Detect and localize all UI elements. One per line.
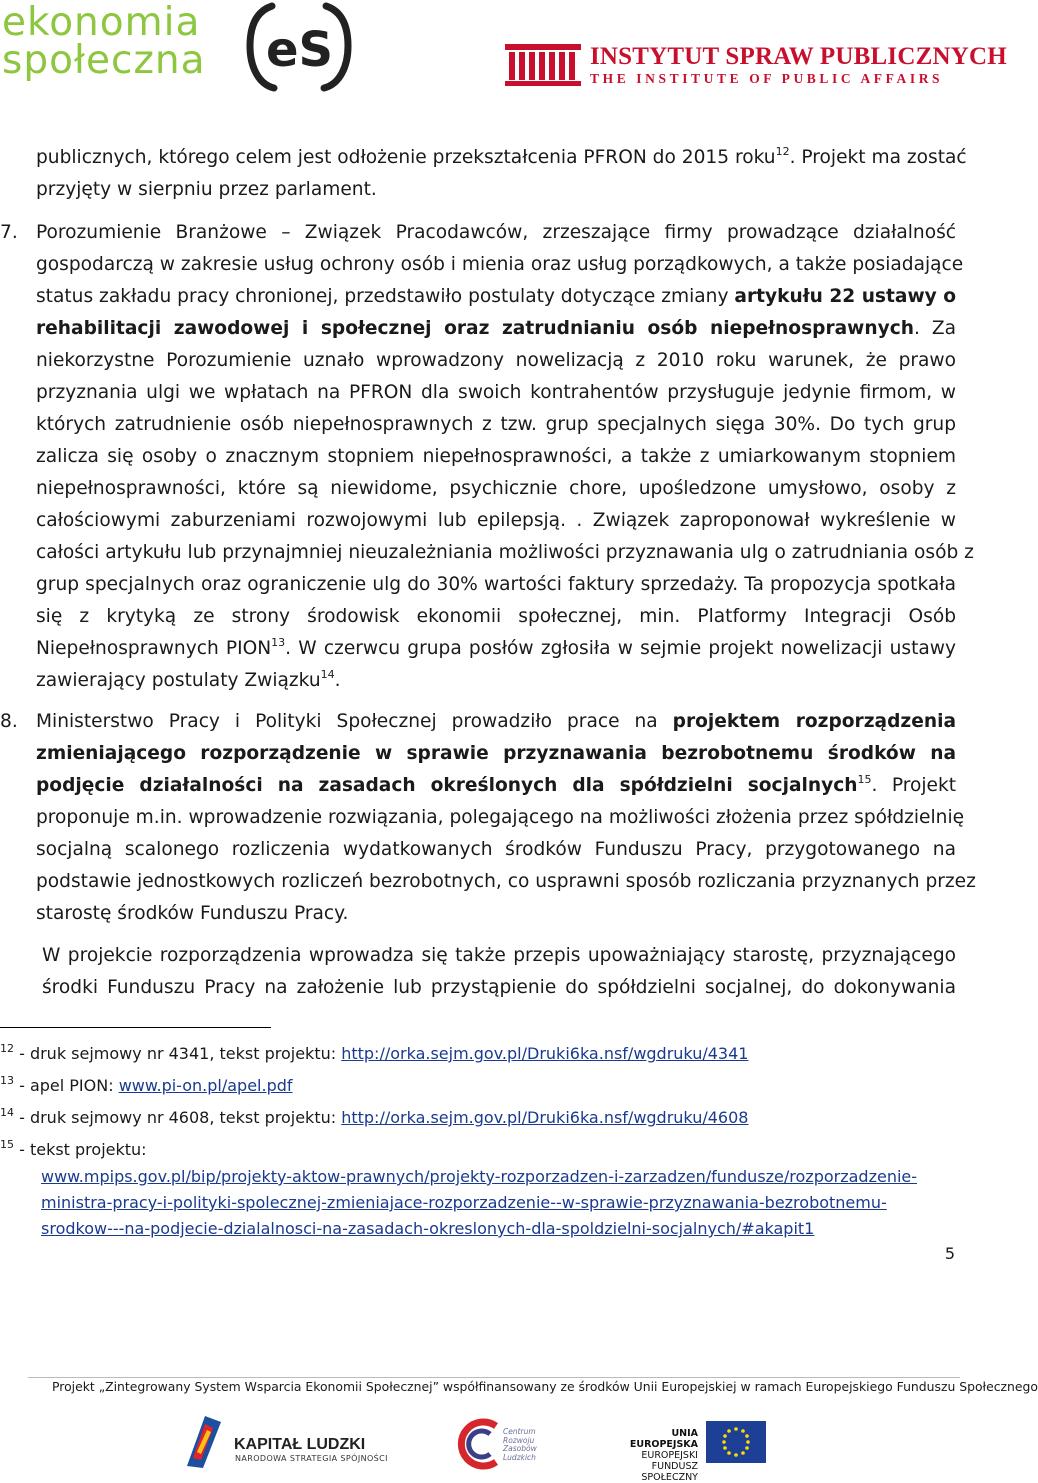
isp-title: INSTYTUT SPRAW PUBLICZNYCH [590, 43, 1007, 70]
item7-line-13: się z krytyką ze strony środowisk ekonomii społecznej, min. Platformy Integracji Osób [36, 606, 956, 627]
item7-line-6: przyznania ulgi we wpłatach na PFRON dla swoich kontrahentów przysługuje jedynie firmom, w [36, 382, 956, 403]
item7-line-9: niepełnosprawności, które są niewidome, psychicznie chore, upośledzone umysłowo, osoby z [36, 478, 956, 499]
footnote-15-link-line-1[interactable]: www.mpips.gov.pl/bip/projekty-aktow-prawnych/projekty-rozporzadzen-i-zarzadzen/fundusze/rozporzadzenie- [41, 1167, 918, 1186]
ekonomia-logo-line1: ekonomia [2, 0, 201, 45]
footnote-15-link-line-2[interactable]: ministra-pracy-i-polityki-spolecznej-zmieniajace-rozporzadzenie--w-sprawie-przyznawania-bezrobotnemu- [41, 1193, 887, 1212]
kapital-ludzki-subtitle: NARODOWA STRATEGIA SPÓJNOŚCI [235, 1454, 388, 1463]
isp-columns-logo-icon [505, 44, 581, 86]
item8-line-4: proponuje m.in. wprowadzenie rozwiązania, polegającego na możliwości złożenia przez spółdzielnię [36, 807, 965, 828]
item7-line-1: Porozumienie Branżowe – Związek Pracodawców, zrzeszające firmy prowadzące działalność [36, 222, 956, 243]
footnote-15-link-line-3[interactable]: srodkow---na-podjecie-dzialalnosci-na-zasadach-okreslonych-dla-spoldzielni-socjalnych/#akapit1 [41, 1219, 815, 1238]
footnote-ref-14: 14 [320, 668, 335, 681]
item7-line-4: rehabilitacji zawodowej i społecznej oraz zatrudnianiu osób niepełnosprawnych. Za [36, 318, 957, 339]
item7-line-10: całościowymi zaburzeniami rozwojowymi lub epilepsją. . Związek zaproponował wykreślenie w [36, 510, 956, 531]
footnote-12-link[interactable]: http://orka.sejm.gov.pl/Druki6ka.nsf/wgdruku/4341 [341, 1044, 749, 1063]
last-para-line-1: W projekcie rozporządzenia wprowadza się także przepis upoważniający starostę, przyznającego [42, 945, 956, 966]
footnote-15: $^{15}$ - tekst projektu: [0, 1138, 147, 1159]
item8-line-3: podjęcie działalności na zasadach określonych dla spółdzielni socjalnych$^{15}$. Projekt [36, 773, 957, 796]
item8-line-7: starostę środków Funduszu Pracy. [36, 903, 349, 924]
footnote-ref-13: 13 [271, 636, 286, 649]
intro-line-1: publicznych, którego celem jest odłożenie przekształcenia PFRON do 2015 roku$^{12}$. Projekt ma zostać [36, 145, 967, 168]
es-logo-mark-text: eS [266, 22, 334, 78]
es-logo-icon [244, 0, 354, 92]
item8-line-5: socjalną scalonego rozliczenia wydatkowanych środków Funduszu Pracy, przygotowanego na [36, 839, 956, 860]
kapital-ludzki-title: KAPITAŁ LUDZKI [234, 1436, 366, 1453]
footnote-14: $^{14}$ - druk sejmowy nr 4608, tekst projektu: http://orka.sejm.gov.pl/Druki6ka.nsf/wgdruku/4608 [0, 1106, 749, 1127]
item7-line-15: zawierający postulaty Związku$^{14}$. [36, 668, 341, 691]
isp-subtitle: THE INSTITUTE OF PUBLIC AFFAIRS [590, 71, 944, 86]
footnote-12: $^{12}$ - druk sejmowy nr 4341, tekst projektu: http://orka.sejm.gov.pl/Druki6ka.nsf/wgdruku/4341 [0, 1042, 749, 1063]
crzl-text: Centrum Rozwoju Zasobów Ludzkich [503, 1427, 537, 1462]
ekonomia-logo-line2: społeczna [2, 38, 206, 83]
item7-line-12: grup specjalnych oraz ograniczenie ulg do 30% wartości faktury sprzedaży. Ta propozycja spotkała [36, 574, 956, 595]
item7-line-2: gospodarczą w zakresie usług ochrony osób i mienia oraz usług porządkowych, a także posiadające [36, 254, 964, 275]
item7-line-3: status zakładu pracy chronionej, przedstawiło postulaty dotyczące zmiany artykułu 22 ustawy o [36, 286, 956, 307]
crzl-logo-icon [462, 1418, 502, 1470]
footnote-14-link[interactable]: http://orka.sejm.gov.pl/Druki6ka.nsf/wgdruku/4608 [341, 1108, 749, 1127]
kapital-ludzki-logo-icon [183, 1412, 225, 1470]
eu-text: UNIA EUROPEJSKA EUROPEJSKI FUNDUSZ SPOŁECZNY [629, 1428, 698, 1483]
item8-line-6: podstawie jednostkowych rozliczeń bezrobotnych, co usprawni sposób rozliczania przyznanych przez [36, 871, 976, 892]
footnote-separator [0, 1027, 271, 1028]
footnote-13: $^{13}$ - apel PION: www.pi-on.pl/apel.pdf [0, 1074, 293, 1095]
item7-line-7: których zatrudnienie osób niepełnosprawnych z tzw. grup specjalnych sięga 30%. Do tych grup [36, 414, 956, 435]
item-7-number: 7. [0, 222, 18, 243]
page-number: 5 [944, 1244, 955, 1263]
eu-flag-icon [706, 1421, 766, 1463]
intro-line-2: przyjęty w sierpniu przez parlament. [36, 179, 377, 200]
item7-line-5: niekorzystne Porozumienie uznało wprowadzony nowelizacją z 2010 roku warunek, że prawo [36, 350, 956, 371]
item7-line-14: Niepełnosprawnych PION$^{13}$. W czerwcu grupa posłów zgłosiła w sejmie projekt nowelizacji ustawy [36, 636, 957, 659]
item7-line-8: zalicza się osoby o znacznym stopniem niepełnosprawności, a także z umiarkowanym stopniem [36, 446, 956, 467]
footnote-13-link[interactable]: www.pi-on.pl/apel.pdf [118, 1076, 293, 1095]
project-line: Projekt „Zintegrowany System Wsparcia Ekonomii Społecznej” współfinansowany ze środków Unii Europejskiej w ramach Europejskiego Funduszu Społecznego [52, 1379, 1038, 1394]
footnote-ref-12: 12 [775, 145, 790, 158]
footer-rule [28, 1377, 960, 1378]
item-8-number: 8. [0, 711, 18, 732]
item7-line-11: całości artykułu lub przynajmniej nieuzależniania możliwości przyznawania ulg o zatrudniania osób z [36, 542, 974, 563]
last-para-line-2: środki Funduszu Pracy na założenie lub przystąpienie do spółdzielni socjalnej, do dokonywania [42, 977, 956, 998]
item8-line-1: Ministerstwo Pracy i Polityki Społecznej prowadziło prace na projektem rozporządzenia [36, 711, 956, 732]
footnote-ref-15: 15 [857, 773, 872, 786]
item8-line-2: zmieniającego rozporządzenie w sprawie przyznawania bezrobotnemu środków na [36, 743, 956, 764]
